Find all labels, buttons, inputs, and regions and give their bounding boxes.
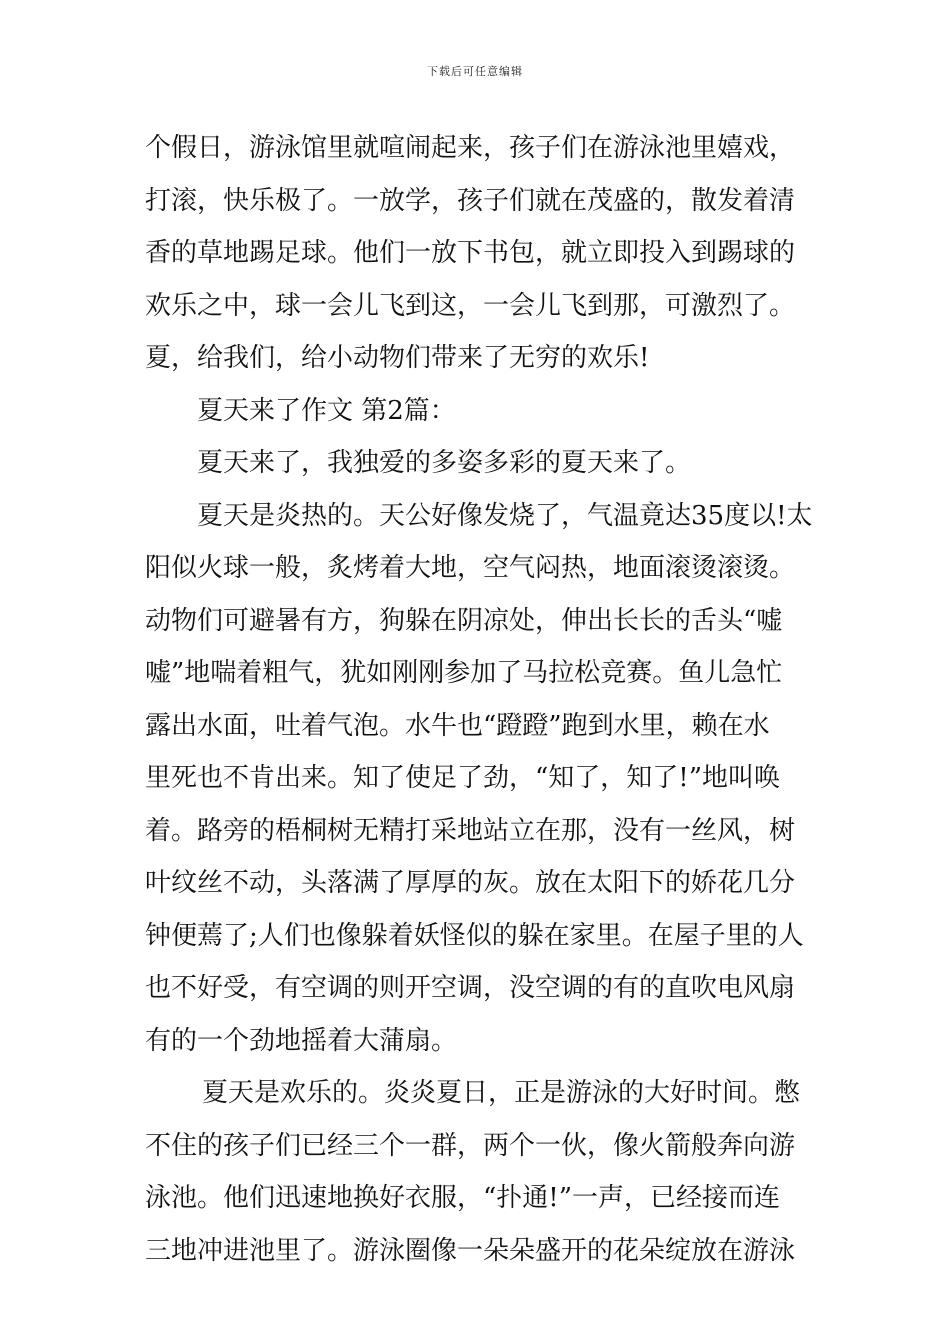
text-line: 不住的孩子们已经三个一群，两个一伙，像火箭般奔向游 [145, 1130, 796, 1161]
text-line: 夏天来了，我独爱的多姿多彩的夏天来了。 [197, 448, 692, 478]
text-line: 着。路旁的梧桐树无精打采地站立在那，没有一丝风，树 [145, 815, 796, 846]
text-line: 嘘”地喘着粗气，犹如刚刚参加了马拉松竞赛。鱼儿急忙 [145, 658, 783, 688]
text-line: 有的一个劲地摇着大蒲扇。 [145, 1025, 458, 1056]
document-body [145, 122, 813, 1277]
text-line: 里死也不肯出来。知了使足了劲，“知了，知了!”地叫唤 [145, 763, 781, 793]
section-heading: 夏天来了作文 第2篇： [197, 395, 456, 426]
text-line: 夏天是炎热的。天公好像发烧了，气温竟达35度以!太 [197, 500, 813, 531]
text-line: 钟便蔫了;人们也像躲着妖怪似的躲在家里。在屋子里的人 [145, 920, 804, 951]
text-line: 露出水面，吐着气泡。水牛也“蹬蹬”跑到水里，赖在水 [145, 710, 770, 741]
text-line: 夏，给我们，给小动物们带来了无穷的欢乐! [145, 343, 650, 373]
text-line: 个假日，游泳馆里就喧闹起来，孩子们在游泳池里嬉戏， [145, 133, 796, 163]
page-header: 下载后可任意编辑 [427, 65, 523, 78]
text-line: 泳池。他们迅速地换好衣服，“扑通!”一声，已经接而连 [145, 1183, 781, 1213]
text-line: 欢乐之中，球一会儿飞到这，一会儿飞到那，可激烈了。 [145, 290, 796, 321]
text-line: 三地冲进池里了。游泳圈像一朵朵盛开的花朵绽放在游泳 [145, 1235, 796, 1266]
text-line: 打滚，快乐极了。一放学，孩子们就在茂盛的，散发着清 [145, 185, 796, 216]
text-line: 阳似火球一般，炙烤着大地，空气闷热，地面滚烫滚烫。 [145, 553, 796, 583]
text-line: 香的草地踢足球。他们一放下书包，就立即投入到踢球的 [145, 238, 796, 268]
text-line: 动物们可避暑有方，狗躲在阴凉处，伸出长长的舌头“嘘 [145, 605, 783, 636]
text-line: 夏天是欢乐的。炎炎夏日，正是游泳的大好时间。憋 [202, 1078, 801, 1108]
text-line: 叶纹丝不动，头落满了厚厚的灰。放在太阳下的娇花几分 [145, 868, 796, 898]
text-line: 也不好受，有空调的则开空调，没空调的有的直吹电风扇 [145, 973, 796, 1003]
